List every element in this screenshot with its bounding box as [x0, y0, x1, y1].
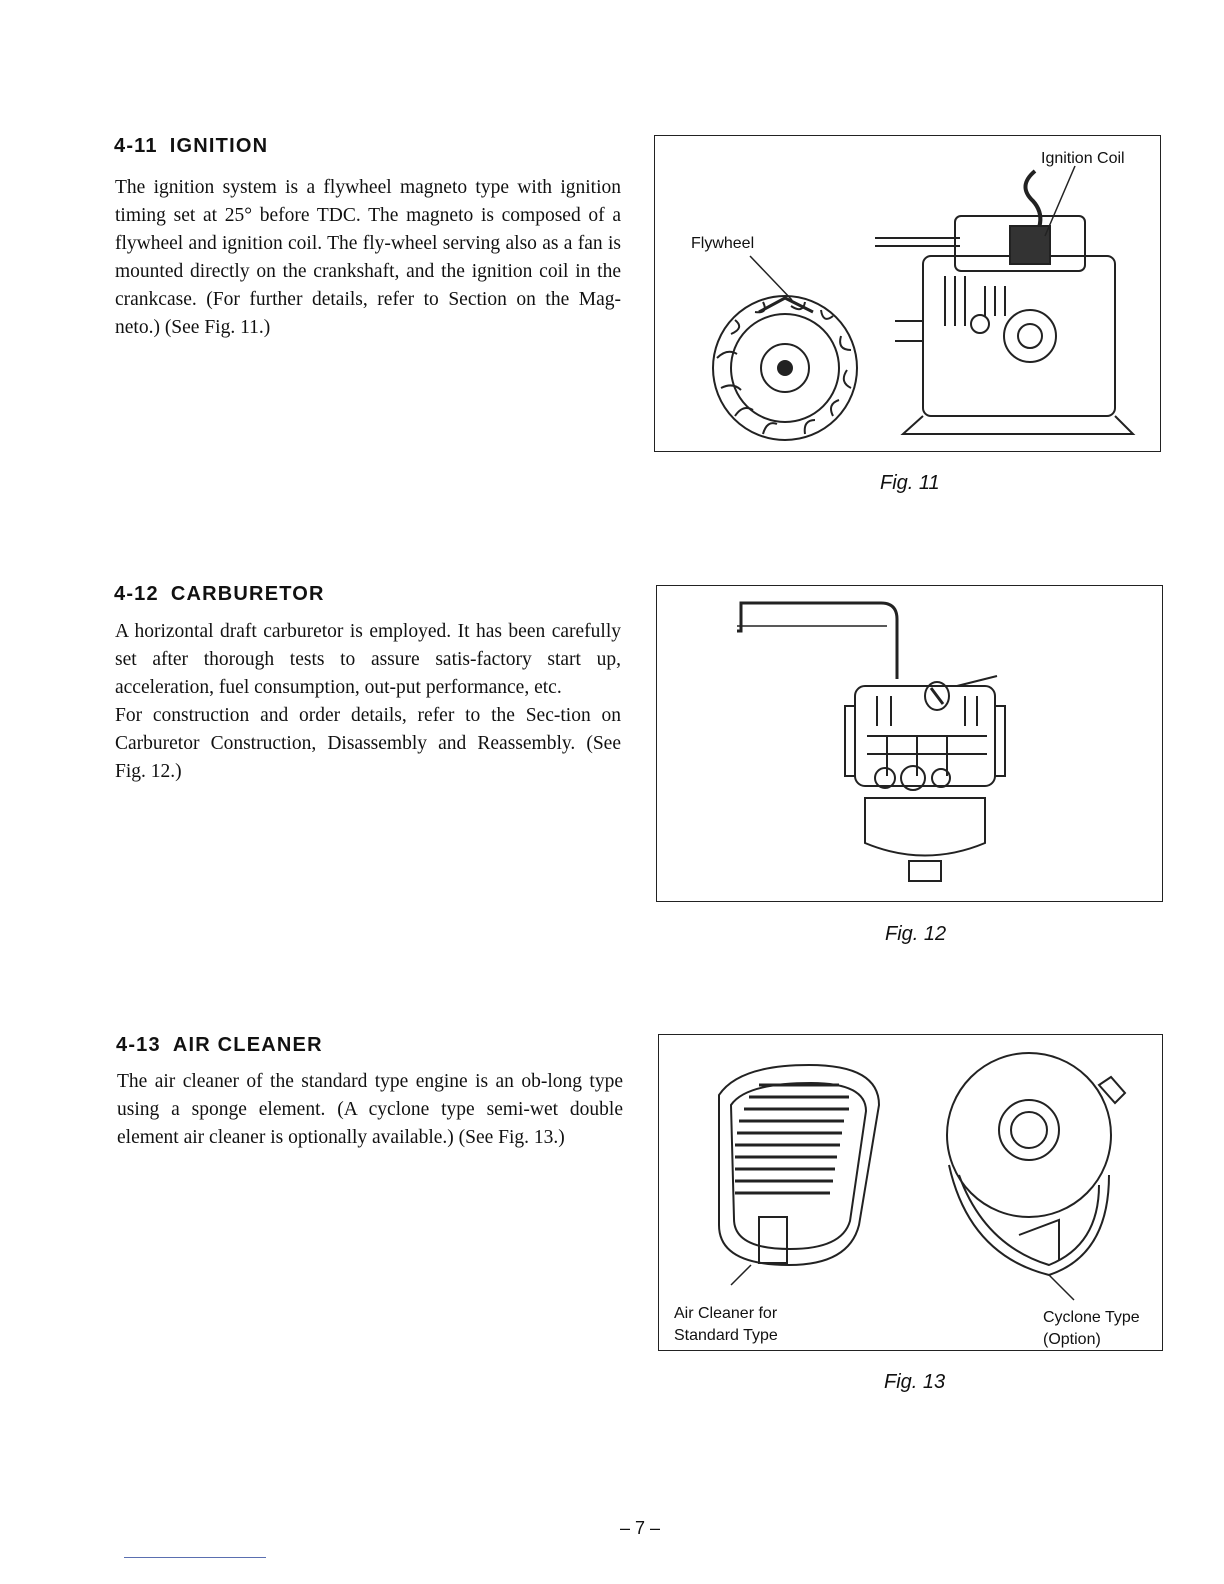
section-body-air-cleaner	[117, 1068, 623, 1152]
label-line: Standard Type	[674, 1327, 778, 1344]
figure-caption-11: Fig. 11	[880, 472, 940, 494]
section-body-ignition	[115, 174, 621, 342]
section-heading-carburetor	[114, 583, 325, 606]
section-number: 4-13	[116, 1034, 161, 1056]
label-ignition-coil: Ignition Coil	[1041, 150, 1125, 167]
figure-caption-12: Fig. 12	[885, 923, 947, 945]
label-flywheel: Flywheel	[691, 235, 755, 252]
ignition-illustration	[655, 136, 1160, 451]
label-cyclone-type	[1043, 1307, 1140, 1351]
paragraph: The air cleaner of the standard type engine is an ob-long type using a sponge element. (A cyclone type semi-wet double element air cleaner is optionally available.) (See Fig. 13.)	[117, 1071, 623, 1148]
paragraph: For construction and order details, refer to the Sec-tion on Carburetor Construction, Disassembly and Reassembly. (See Fig. 12.)	[115, 705, 621, 782]
paragraph: The ignition system is a flywheel magneto type with ignition timing set at 25° before TDC. The magneto is composed of a flywheel and ignition coil. The fly-wheel serving also as a fan is mounted directly on the crankshaft, and the ignition coil in the crankcase. (For further details, refer to Section on the Mag-neto.) (See Fig. 11.)	[115, 177, 621, 338]
label-line: Cyclone Type	[1043, 1309, 1140, 1326]
figure-12-carburetor	[656, 585, 1163, 902]
label-line: (Option)	[1043, 1331, 1101, 1348]
carburetor-illustration	[657, 586, 1162, 901]
figure-13-air-cleaner	[658, 1034, 1163, 1351]
section-number: 4-12	[114, 583, 159, 605]
section-title: CARBURETOR	[170, 583, 325, 605]
figure-caption-13: Fig. 13	[884, 1371, 946, 1393]
section-heading-ignition	[114, 135, 268, 158]
label-line: Air Cleaner for	[674, 1305, 778, 1322]
label-standard-type	[674, 1303, 778, 1347]
section-title: AIR CLEANER	[172, 1034, 323, 1056]
figure-11-ignition	[654, 135, 1161, 452]
float-bowl-drawing	[865, 798, 985, 856]
paragraph: A horizontal draft carburetor is employed. It has been carefully set after thorough tests to assure satis-factory start up, acceleration, fuel consumption, out-put performance, etc.	[115, 621, 621, 698]
footer-rule	[124, 1557, 266, 1558]
section-title: IGNITION	[169, 135, 269, 157]
page-number: – 7 –	[619, 1518, 661, 1538]
cyclone-air-cleaner-drawing	[947, 1053, 1111, 1217]
section-heading-air-cleaner	[116, 1034, 323, 1057]
section-body-carburetor	[115, 618, 621, 786]
section-number: 4-11	[114, 135, 158, 157]
